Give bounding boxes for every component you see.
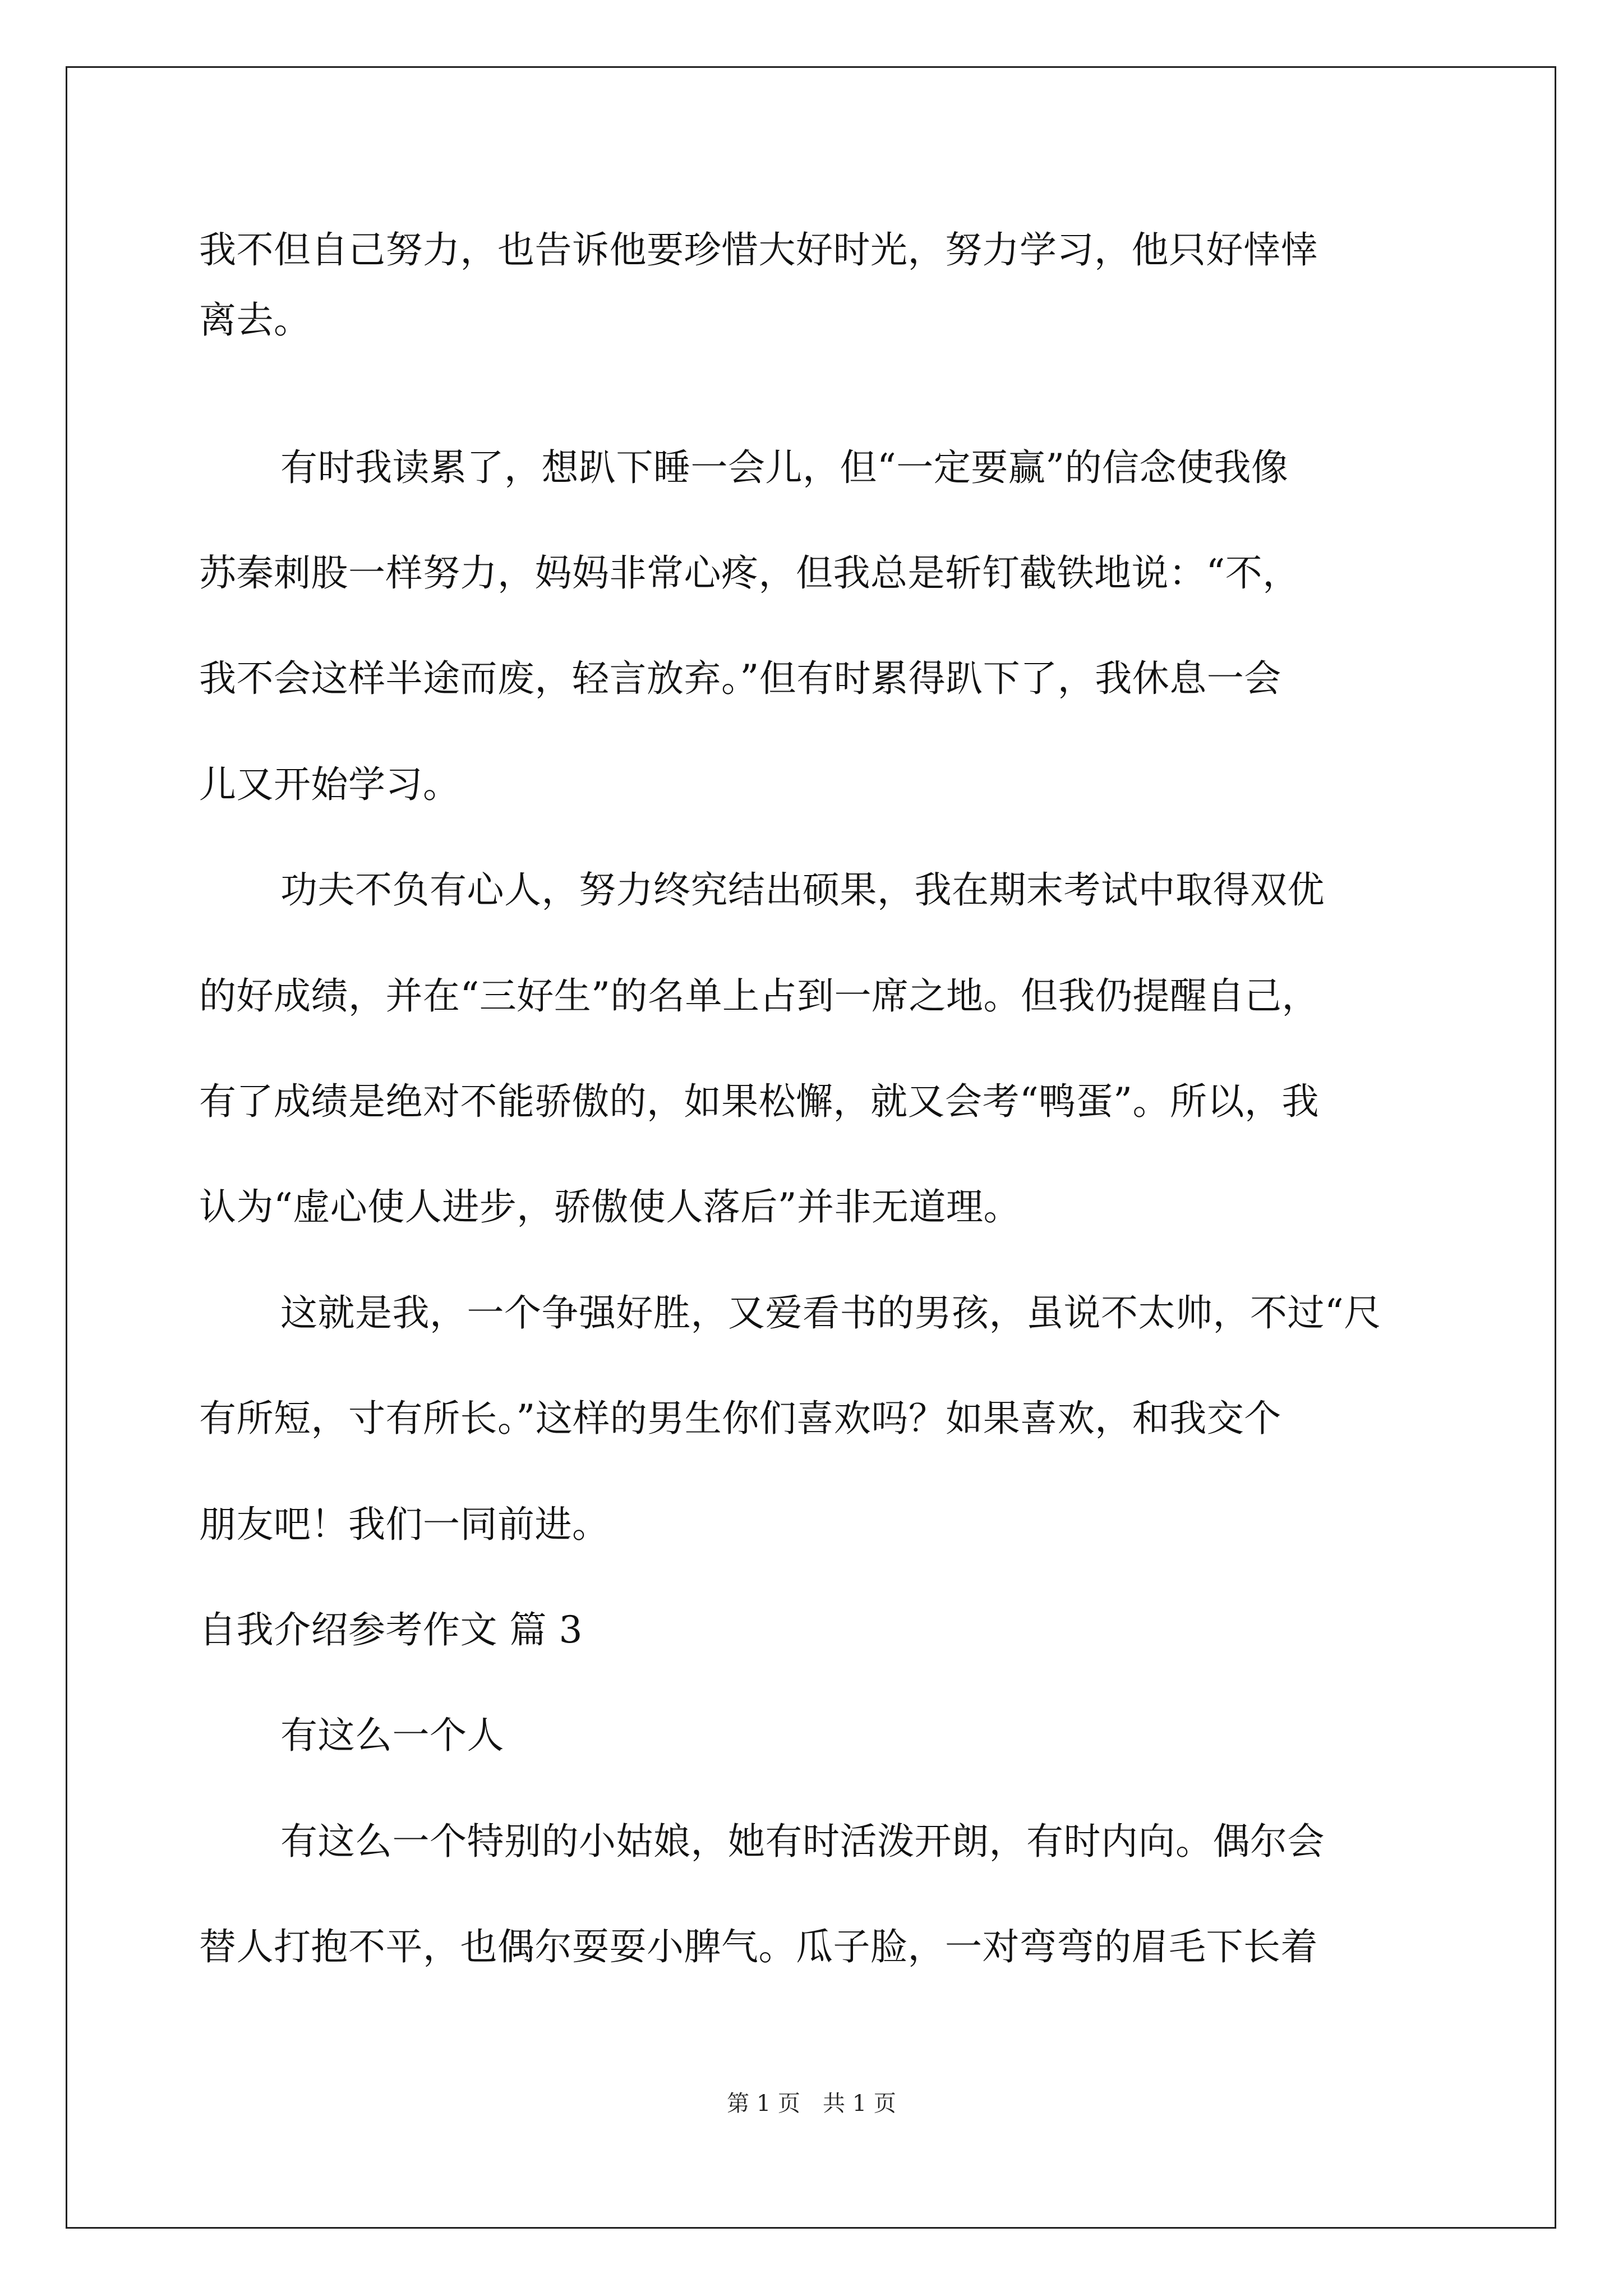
paragraph-line: 离去。 (199, 298, 311, 342)
paragraph-line: 苏秦刺股一样努力，妈妈非常心疼，但我总是斩钉截铁地说：“不， (199, 551, 1300, 595)
paragraph-line: 有时我读累了，想趴下睡一会儿，但“一定要赢”的信念使我像 (280, 446, 1289, 489)
paragraph-line: 认为“虚心使人进步，骄傲使人落后”并非无道理。 (199, 1185, 1021, 1228)
paragraph-line: 有了成绩是绝对不能骄傲的，如果松懈，就又会考“鸭蛋”。所以，我 (199, 1080, 1319, 1123)
paragraph-line: 替人打抱不平，也偶尔耍耍小脾气。瓜子脸，一对弯弯的眉毛下长着 (199, 1925, 1318, 1968)
paragraph-line: 功夫不负有心人，努力终究结出硕果，我在期末考试中取得双优 (280, 868, 1325, 912)
paragraph-line: 有所短，寸有所长。”这样的男生你们喜欢吗？如果喜欢，和我交个 (199, 1397, 1281, 1440)
paragraph-line: 有这么一个特别的小姑娘，她有时活泼开朗，有时内向。偶尔会 (280, 1820, 1325, 1863)
paragraph-line: 有这么一个人 (280, 1714, 504, 1757)
page-number: 第 1 页 (727, 2091, 800, 2116)
page-border (66, 66, 1556, 2229)
paragraph-line: 儿又开始学习。 (199, 763, 460, 806)
paragraph-line: 我不会这样半途而废，轻言放弃。”但有时累得趴下了，我休息一会 (199, 657, 1281, 700)
paragraph-line: 这就是我，一个争强好胜，又爱看书的男孩，虽说不太帅，不过“尺 (280, 1291, 1381, 1335)
section-heading: 自我介绍参考作文 篇 3 (199, 1608, 583, 1651)
paragraph-line: 朋友吧！我们一同前进。 (199, 1503, 610, 1546)
paragraph-line: 的好成绩，并在“三好生”的名单上占到一席之地。但我仍提醒自己， (199, 974, 1319, 1018)
page-footer (0, 2090, 1623, 2118)
paragraph-line: 我不但自己努力，也告诉他要珍惜大好时光，努力学习，他只好悻悻 (199, 228, 1318, 272)
page-total: 共 1 页 (823, 2091, 896, 2116)
